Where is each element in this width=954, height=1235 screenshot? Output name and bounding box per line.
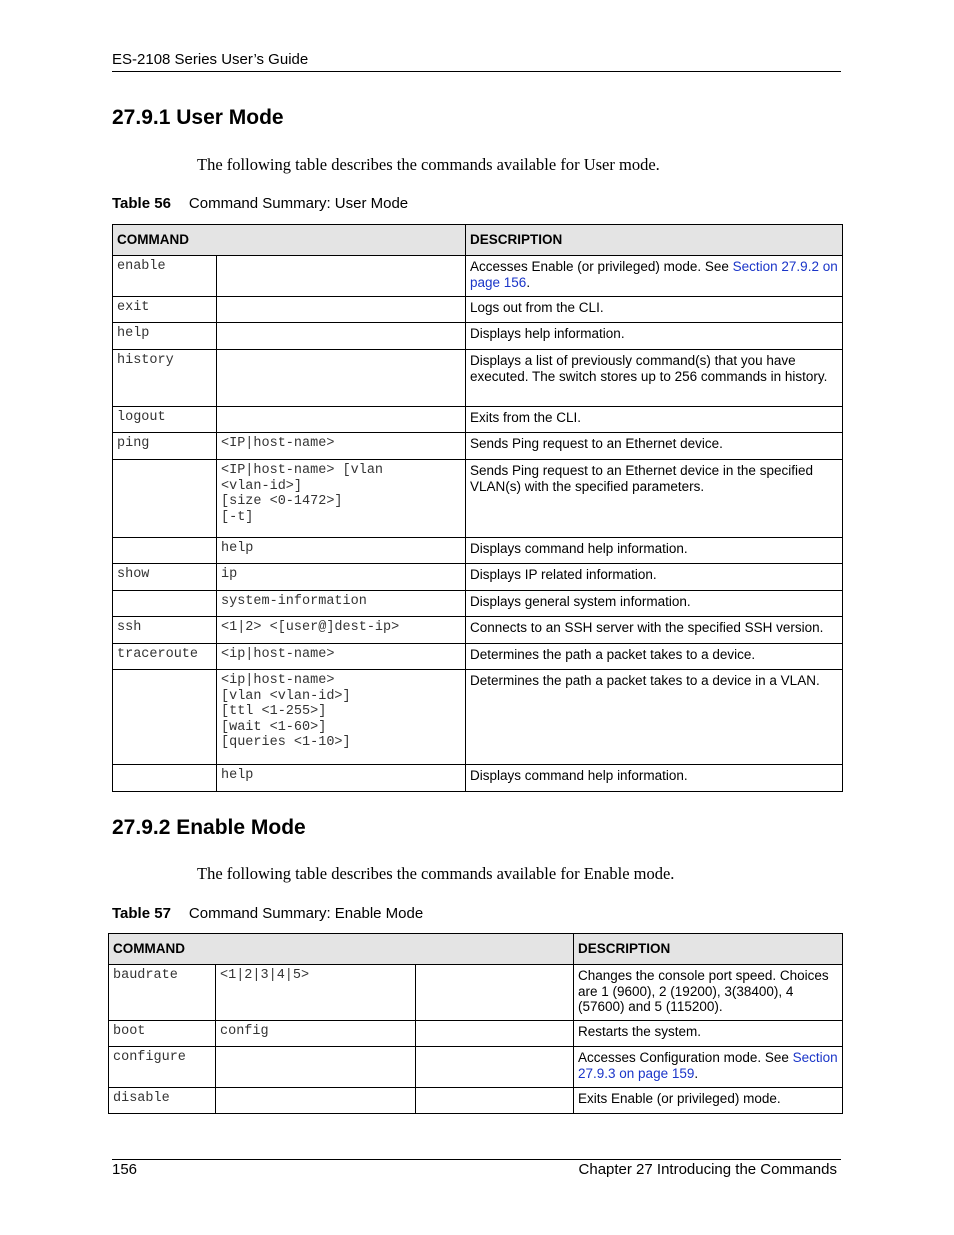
running-header: ES-2108 Series User’s Guide [112, 51, 309, 68]
chapter-title: Chapter 27 Introducing the Commands [578, 1161, 837, 1178]
command-cell: baudrate [109, 965, 216, 1021]
command-cell: ping [113, 433, 217, 460]
cross-reference-link[interactable]: Section 27.9.2 on page 156 [470, 259, 838, 290]
enable-mode-table [108, 933, 843, 1114]
description-text: Displays IP related information. [470, 567, 657, 582]
description-text: Displays command help information. [470, 541, 688, 556]
command-cell: configure [109, 1047, 216, 1088]
table-row [113, 644, 843, 670]
argument-cell [217, 323, 466, 350]
description-cell [574, 1047, 843, 1088]
command-cell [113, 538, 217, 564]
argument-cell: <IP|host-name> [vlan <vlan-id>] [size <0-1472>] [-t] [217, 460, 466, 538]
description-cell [466, 256, 843, 297]
command-cell: traceroute [113, 644, 217, 670]
argument-cell: ip [217, 564, 466, 591]
table-row [113, 323, 843, 350]
user-mode-table [112, 224, 843, 792]
argument-cell-2 [416, 965, 574, 1021]
table-row [113, 591, 843, 617]
command-cell: enable [113, 256, 217, 297]
table-row [113, 765, 843, 792]
argument-cell [216, 1047, 416, 1088]
argument-cell [217, 297, 466, 323]
description-cell [466, 765, 843, 792]
table-row [113, 670, 843, 765]
argument-cell [217, 256, 466, 297]
table-row [113, 350, 843, 407]
argument-cell: <ip|host-name> [217, 644, 466, 670]
description-cell [466, 460, 843, 538]
command-cell [113, 765, 217, 792]
description-text: Determines the path a packet takes to a device in a VLAN. [470, 673, 820, 688]
table-caption-57 [112, 905, 423, 922]
intro-enable-mode: The following table describes the commands available for Enable mode. [197, 864, 675, 883]
description-cell [466, 407, 843, 433]
section-heading-user-mode: 27.9.1 User Mode [112, 106, 284, 129]
description-text: Accesses Enable (or privileged) mode. See [470, 259, 733, 274]
command-cell: boot [109, 1021, 216, 1047]
description-text: Sends Ping request to an Ethernet device. [470, 436, 723, 451]
intro-user-mode: The following table describes the commands available for User mode. [197, 155, 660, 174]
description-text: Displays a list of previously command(s) that you have executed. The switch stores up to 256 commands in history. [470, 353, 828, 384]
table-caption-56 [112, 195, 408, 212]
description-cell [466, 297, 843, 323]
page-number: 156 [112, 1161, 138, 1178]
command-cell [113, 670, 217, 765]
description-text: Accesses Configuration mode. See [578, 1050, 793, 1065]
table-row [113, 538, 843, 564]
command-cell: help [113, 323, 217, 350]
table-row [113, 433, 843, 460]
description-cell [466, 644, 843, 670]
argument-cell: <1|2|3|4|5> [216, 965, 416, 1021]
table-row [109, 1047, 843, 1088]
table-number: Table 57 [112, 905, 171, 922]
argument-cell [216, 1088, 416, 1114]
table-row [109, 1088, 843, 1114]
table-row [113, 297, 843, 323]
command-cell: disable [109, 1088, 216, 1114]
description-cell [466, 433, 843, 460]
description-text: Restarts the system. [578, 1024, 702, 1039]
description-cell [574, 1088, 843, 1114]
description-text: Exits from the CLI. [470, 410, 582, 425]
description-text: Logs out from the CLI. [470, 300, 604, 315]
description-cell [466, 538, 843, 564]
table-row [113, 564, 843, 591]
description-cell [466, 617, 843, 644]
description-cell [466, 350, 843, 407]
description-cell [574, 1021, 843, 1047]
description-text: Displays command help information. [470, 768, 688, 783]
description-cell [466, 564, 843, 591]
column-header-command: COMMAND [109, 934, 574, 965]
table-row [113, 407, 843, 433]
description-text: Exits Enable (or privileged) mode. [578, 1091, 781, 1106]
command-cell [113, 460, 217, 538]
command-cell: exit [113, 297, 217, 323]
description-text: Determines the path a packet takes to a device. [470, 647, 756, 662]
argument-cell-2 [416, 1047, 574, 1088]
command-cell: logout [113, 407, 217, 433]
table-title: Command Summary: Enable Mode [188, 905, 424, 922]
table-row [109, 1021, 843, 1047]
description-text: Displays help information. [470, 326, 625, 341]
description-cell [574, 965, 843, 1021]
description-cell [466, 323, 843, 350]
table-row [113, 617, 843, 644]
argument-cell: <ip|host-name> [vlan <vlan-id>] [ttl <1-255>] [wait <1-60>] [queries <1-10>] [217, 670, 466, 765]
description-text: Displays general system information. [470, 594, 691, 609]
command-cell: history [113, 350, 217, 407]
column-header-command: COMMAND [113, 225, 466, 256]
section-heading-enable-mode: 27.9.2 Enable Mode [112, 816, 306, 839]
table-title: Command Summary: User Mode [188, 195, 409, 212]
argument-cell: <IP|host-name> [217, 433, 466, 460]
description-text: Connects to an SSH server with the specified SSH version. [470, 620, 824, 635]
argument-cell: help [217, 538, 466, 564]
description-text-end: . [694, 1065, 699, 1081]
description-text: Changes the console port speed. Choices are 1 (9600), 2 (19200), 3(38400), 4 (57600) and 5 (115200). [578, 968, 829, 1014]
header-rule [112, 71, 841, 72]
argument-cell-2 [416, 1021, 574, 1047]
command-cell: show [113, 564, 217, 591]
argument-cell: system-information [217, 591, 466, 617]
cross-reference-link[interactable]: Section 27.9.3 on page 159 [578, 1050, 838, 1081]
table-row [113, 256, 843, 297]
description-text: Sends Ping request to an Ethernet device in the specified VLAN(s) with the specified parameters. [470, 463, 813, 494]
table-number: Table 56 [112, 195, 171, 212]
description-text-end: . [526, 274, 531, 290]
command-cell: ssh [113, 617, 217, 644]
column-header-description: DESCRIPTION [466, 225, 843, 256]
footer-rule [112, 1159, 841, 1160]
argument-cell: config [216, 1021, 416, 1047]
command-cell [113, 591, 217, 617]
table-row [109, 965, 843, 1021]
argument-cell [217, 350, 466, 407]
argument-cell [217, 407, 466, 433]
table-row [113, 460, 843, 538]
argument-cell: <1|2> <[user@]dest-ip> [217, 617, 466, 644]
description-cell [466, 591, 843, 617]
column-header-description: DESCRIPTION [574, 934, 843, 965]
description-cell [466, 670, 843, 765]
argument-cell-2 [416, 1088, 574, 1114]
argument-cell: help [217, 765, 466, 792]
